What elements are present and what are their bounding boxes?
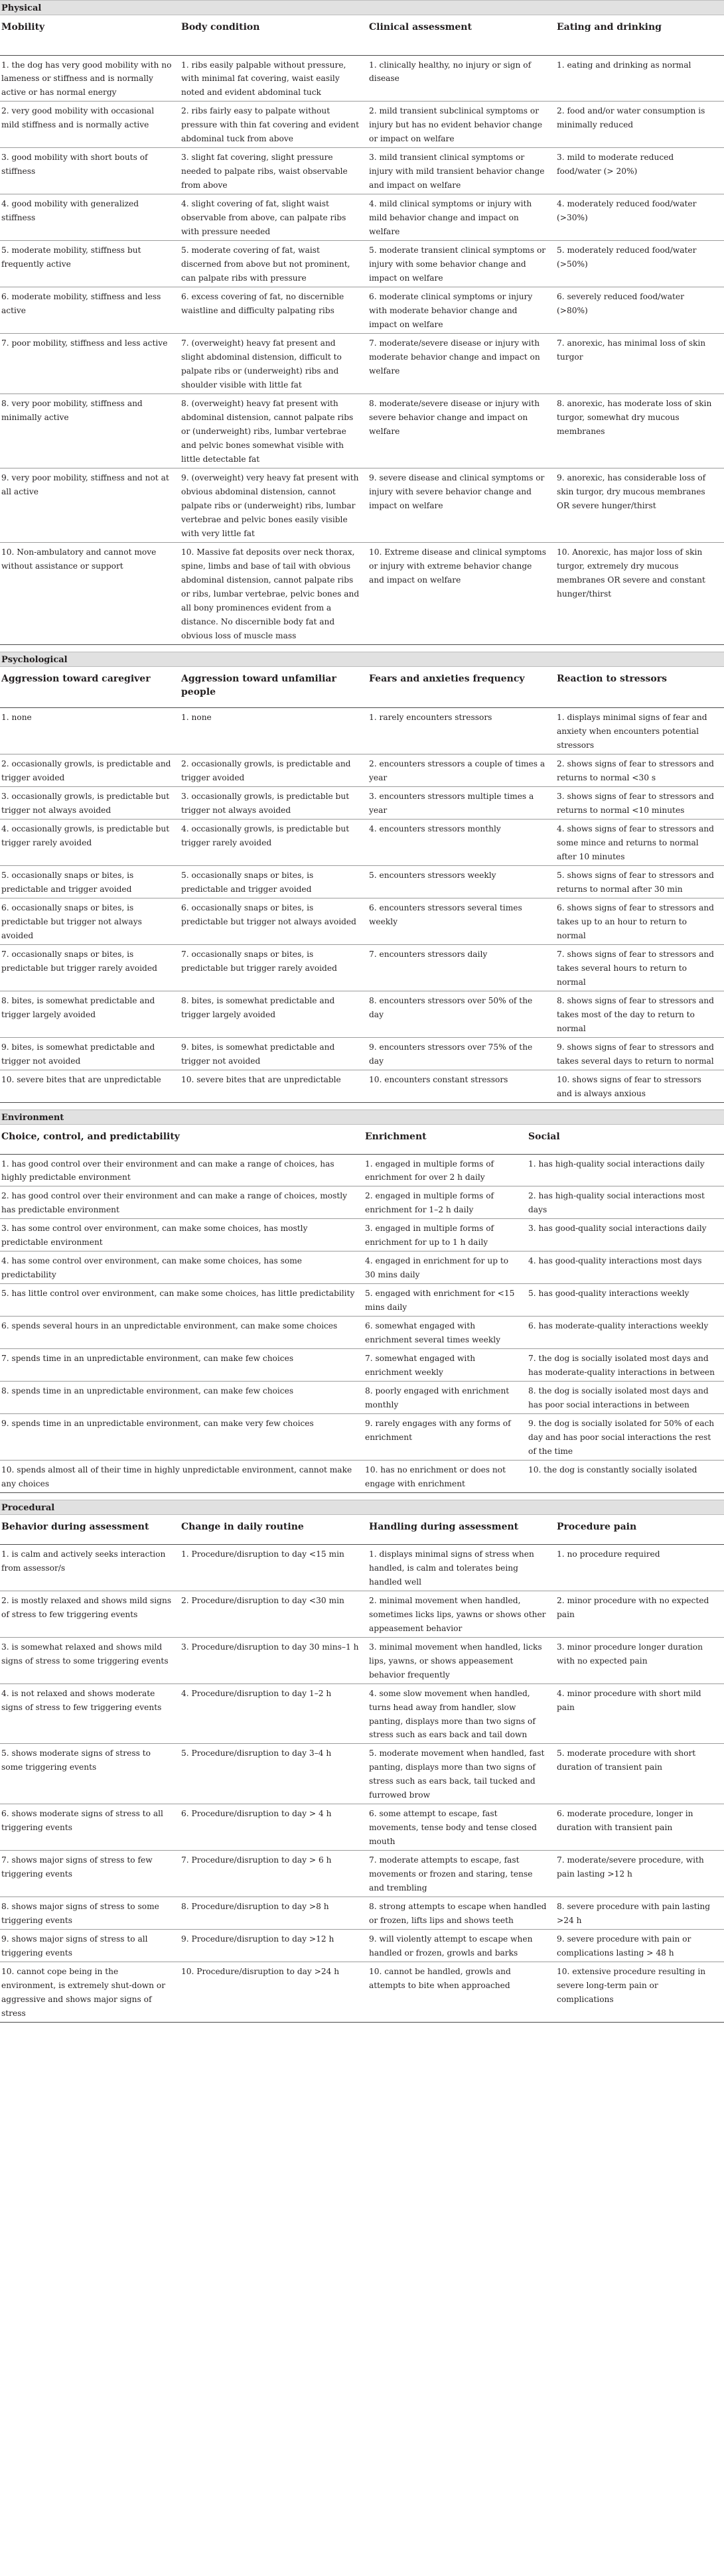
table-cell: 1. none bbox=[180, 708, 368, 754]
table-cell: 3. mild transient clinical symptoms or injury with mild transient behavior change and impact on welfare bbox=[368, 148, 555, 194]
table-cell: 3. has good-quality social interactions daily bbox=[527, 1219, 724, 1252]
table-cell: 3. minimal movement when handled, licks lips, yawns, or shows appeasement behavior frequently bbox=[368, 1637, 555, 1683]
table-cell: 2. minimal movement when handled, sometimes licks lips, yawns or shows other appeasement behavior bbox=[368, 1591, 555, 1637]
table-cell: 8. severe procedure with pain lasting >24 h bbox=[555, 1897, 724, 1930]
table-cell: 5. moderate transient clinical symptoms or injury with some behavior change and impact on welfare bbox=[368, 241, 555, 287]
section-table-physical bbox=[0, 15, 724, 645]
table-row bbox=[0, 1070, 724, 1103]
table-cell: 2. occasionally growls, is predictable and trigger avoided bbox=[180, 754, 368, 787]
table-cell: 4. occasionally growls, is predictable but trigger rarely avoided bbox=[180, 820, 368, 866]
table-cell: 6. severely reduced food/water (>80%) bbox=[555, 287, 724, 334]
table-row bbox=[0, 1544, 724, 1591]
table-cell: 10. Extreme disease and clinical symptoms or injury with extreme behavior change and impact on welfare bbox=[368, 543, 555, 645]
table-cell: 3. engaged in multiple forms of enrichment for up to 1 h daily bbox=[364, 1219, 527, 1252]
table-cell: 6. shows signs of fear to stressors and takes up to an hour to return to normal bbox=[555, 898, 724, 945]
table-cell: 4. slight covering of fat, slight waist observable from above, can palpate ribs with pressure needed bbox=[180, 194, 368, 241]
table-cell: 1. none bbox=[0, 708, 180, 754]
table-cell: 1. Procedure/disruption to day <15 min bbox=[180, 1544, 368, 1591]
table-row bbox=[0, 148, 724, 194]
table-cell: 8. bites, is somewhat predictable and trigger largely avoided bbox=[180, 991, 368, 1038]
table-cell: 8. the dog is socially isolated most days and has poor social interactions in between bbox=[527, 1382, 724, 1414]
table-cell: 3. minor procedure longer duration with no expected pain bbox=[555, 1637, 724, 1683]
table-cell: 8. poorly engaged with enrichment monthly bbox=[364, 1382, 527, 1414]
table-row bbox=[0, 287, 724, 334]
table-row bbox=[0, 1038, 724, 1070]
table-cell: 8. bites, is somewhat predictable and trigger largely avoided bbox=[0, 991, 180, 1038]
table-cell: 4. Procedure/disruption to day 1–2 h bbox=[180, 1683, 368, 1744]
table-cell: 5. engaged with enrichment for <15 mins daily bbox=[364, 1284, 527, 1317]
table-row bbox=[0, 1683, 724, 1744]
table-row bbox=[0, 787, 724, 820]
table-cell: 3. slight fat covering, slight pressure needed to palpate ribs, waist observable from above bbox=[180, 148, 368, 194]
table-cell: 5. moderate movement when handled, fast panting, displays more than two signs of stress such as ears back, tail tucked and furrowed brow bbox=[368, 1744, 555, 1804]
table-row bbox=[0, 394, 724, 468]
table-cell: 3. occasionally growls, is predictable but trigger not always avoided bbox=[0, 787, 180, 820]
table-cell: 4. has some control over environment, can make some choices, has some predictability bbox=[0, 1252, 364, 1284]
table-cell: 5. moderate covering of fat, waist discerned from above but not prominent, can palpate ribs with pressure bbox=[180, 241, 368, 287]
table-cell: 3. occasionally growls, is predictable but trigger not always avoided bbox=[180, 787, 368, 820]
table-cell: 8. (overweight) heavy fat present with abdominal distension, cannot palpate ribs or (underweight) ribs, lumbar vertebrae and pelvic bones somewhat visible with little detectable fat bbox=[180, 394, 368, 468]
table-row bbox=[0, 991, 724, 1038]
table-row bbox=[0, 194, 724, 241]
table-cell: 7. anorexic, has minimal loss of skin turgor bbox=[555, 334, 724, 394]
table-cell: 8. very poor mobility, stiffness and minimally active bbox=[0, 394, 180, 468]
column-header: Mobility bbox=[0, 15, 180, 55]
table-cell: 6. somewhat engaged with enrichment several times weekly bbox=[364, 1317, 527, 1349]
table-row bbox=[0, 1962, 724, 2023]
table-cell: 1. is calm and actively seeks interaction from assessor/s bbox=[0, 1544, 180, 1591]
table-cell: 6. excess covering of fat, no discernible waistline and difficulty palpating ribs bbox=[180, 287, 368, 334]
table-cell: 6. has moderate-quality interactions weekly bbox=[527, 1317, 724, 1349]
table-cell: 10. spends almost all of their time in highly unpredictable environment, cannot make any choices bbox=[0, 1461, 364, 1493]
table-row bbox=[0, 241, 724, 287]
table-cell: 10. severe bites that are unpredictable bbox=[180, 1070, 368, 1103]
table-cell: 8. Procedure/disruption to day >8 h bbox=[180, 1897, 368, 1930]
table-cell: 9. the dog is socially isolated for 50% of each day and has poor social interactions the rest of the time bbox=[527, 1414, 724, 1461]
table-row bbox=[0, 1591, 724, 1637]
table-cell: 10. Non-ambulatory and cannot move without assistance or support bbox=[0, 543, 180, 645]
table-row bbox=[0, 1851, 724, 1897]
table-cell: 10. has no enrichment or does not engage with enrichment bbox=[364, 1461, 527, 1493]
table-cell: 3. has some control over environment, can make some choices, has mostly predictable environment bbox=[0, 1219, 364, 1252]
table-cell: 8. encounters stressors over 50% of the day bbox=[368, 991, 555, 1038]
table-row bbox=[0, 1252, 724, 1284]
table-cell: 7. moderate attempts to escape, fast movements or frozen and staring, tense and trembling bbox=[368, 1851, 555, 1897]
table-cell: 2. minor procedure with no expected pain bbox=[555, 1591, 724, 1637]
table-cell: 9. rarely engages with any forms of enrichment bbox=[364, 1414, 527, 1461]
table-cell: 8. moderate/severe disease or injury with severe behavior change and impact on welfare bbox=[368, 394, 555, 468]
column-header: Procedure pain bbox=[555, 1515, 724, 1544]
table-cell: 6. encounters stressors several times weekly bbox=[368, 898, 555, 945]
table-cell: 1. displays minimal signs of fear and anxiety when encounters potential stressors bbox=[555, 708, 724, 754]
table-row bbox=[0, 1461, 724, 1493]
table-cell: 3. mild to moderate reduced food/water (> 20%) bbox=[555, 148, 724, 194]
table-cell: 5. occasionally snaps or bites, is predictable and trigger avoided bbox=[0, 866, 180, 898]
table-cell: 1. eating and drinking as normal bbox=[555, 55, 724, 102]
table-cell: 7. (overweight) heavy fat present and slight abdominal distension, difficult to palpate ribs or (underweight) ribs and shoulder visible with little fat bbox=[180, 334, 368, 394]
table-row bbox=[0, 754, 724, 787]
table-cell: 7. encounters stressors daily bbox=[368, 945, 555, 991]
table-cell: 4. encounters stressors monthly bbox=[368, 820, 555, 866]
table-cell: 4. has good-quality interactions most days bbox=[527, 1252, 724, 1284]
table-cell: 5. moderate mobility, stiffness but frequently active bbox=[0, 241, 180, 287]
table-cell: 2. mild transient subclinical symptoms or injury but has no evident behavior change or impact on welfare bbox=[368, 102, 555, 148]
table-cell: 6. occasionally snaps or bites, is predictable but trigger not always avoided bbox=[0, 898, 180, 945]
table-cell: 1. the dog has very good mobility with no lameness or stiffness and is normally active or has normal energy bbox=[0, 55, 180, 102]
table-cell: 10. Procedure/disruption to day >24 h bbox=[180, 1962, 368, 2023]
table-cell: 2. ribs fairly easy to palpate without pressure with thin fat covering and evident abdominal tuck from above bbox=[180, 102, 368, 148]
column-header: Choice, control, and predictability bbox=[0, 1125, 364, 1154]
table-cell: 7. spends time in an unpredictable environment, can make few choices bbox=[0, 1349, 364, 1382]
table-cell: 8. strong attempts to escape when handled or frozen, lifts lips and shows teeth bbox=[368, 1897, 555, 1930]
table-cell: 1. engaged in multiple forms of enrichment for over 2 h daily bbox=[364, 1154, 527, 1186]
table-row bbox=[0, 1804, 724, 1851]
table-cell: 8. spends time in an unpredictable environment, can make few choices bbox=[0, 1382, 364, 1414]
section-title-psychological: Psychological bbox=[0, 652, 724, 667]
table-row bbox=[0, 1219, 724, 1252]
table-row bbox=[0, 1186, 724, 1219]
table-cell: 5. Procedure/disruption to day 3–4 h bbox=[180, 1744, 368, 1804]
table-cell: 9. severe procedure with pain or complications lasting > 48 h bbox=[555, 1930, 724, 1962]
table-row bbox=[0, 1317, 724, 1349]
table-cell: 1. displays minimal signs of stress when handled, is calm and tolerates being handled well bbox=[368, 1544, 555, 1591]
table-cell: 8. anorexic, has moderate loss of skin turgor, somewhat dry mucous membranes bbox=[555, 394, 724, 468]
table-cell: 4. mild clinical symptoms or injury with mild behavior change and impact on welfare bbox=[368, 194, 555, 241]
table-cell: 9. encounters stressors over 75% of the day bbox=[368, 1038, 555, 1070]
table-row bbox=[0, 1382, 724, 1414]
table-row bbox=[0, 1284, 724, 1317]
table-row bbox=[0, 820, 724, 866]
table-cell: 2. shows signs of fear to stressors and returns to normal <30 s bbox=[555, 754, 724, 787]
table-cell: 5. encounters stressors weekly bbox=[368, 866, 555, 898]
table-cell: 2. encounters stressors a couple of times a year bbox=[368, 754, 555, 787]
table-cell: 2. very good mobility with occasional mild stiffness and is normally active bbox=[0, 102, 180, 148]
table-cell: 2. occasionally growls, is predictable and trigger avoided bbox=[0, 754, 180, 787]
table-cell: 4. is not relaxed and shows moderate signs of stress to few triggering events bbox=[0, 1683, 180, 1744]
table-cell: 9. very poor mobility, stiffness and not at all active bbox=[0, 468, 180, 543]
table-cell: 7. shows major signs of stress to few triggering events bbox=[0, 1851, 180, 1897]
table-cell: 8. shows major signs of stress to some triggering events bbox=[0, 1897, 180, 1930]
column-header: Aggression toward caregiver bbox=[0, 667, 180, 708]
table-row bbox=[0, 1349, 724, 1382]
section-title-physical: Physical bbox=[0, 0, 724, 15]
table-cell: 3. is somewhat relaxed and shows mild signs of stress to some triggering events bbox=[0, 1637, 180, 1683]
table-cell: 9. (overweight) very heavy fat present with obvious abdominal distension, cannot palpate ribs or (underweight) ribs, lumbar vertebrae and pelvic bones easily visible with very little fat bbox=[180, 468, 368, 543]
table-cell: 1. has high-quality social interactions daily bbox=[527, 1154, 724, 1186]
table-cell: 4. engaged in enrichment for up to 30 mins daily bbox=[364, 1252, 527, 1284]
table-cell: 5. moderate procedure with short duration of transient pain bbox=[555, 1744, 724, 1804]
table-cell: 5. moderately reduced food/water (>50%) bbox=[555, 241, 724, 287]
column-header: Aggression toward unfamiliar people bbox=[180, 667, 368, 708]
table-cell: 9. bites, is somewhat predictable and trigger not avoided bbox=[0, 1038, 180, 1070]
table-cell: 10. extensive procedure resulting in severe long-term pain or complications bbox=[555, 1962, 724, 2023]
table-cell: 6. moderate procedure, longer in duration with transient pain bbox=[555, 1804, 724, 1851]
table-cell: 9. Procedure/disruption to day >12 h bbox=[180, 1930, 368, 1962]
table-cell: 10. Anorexic, has major loss of skin turgor, extremely dry mucous membranes OR severe and constant hunger/thirst bbox=[555, 543, 724, 645]
table-cell: 9. severe disease and clinical symptoms or injury with severe behavior change and impact on welfare bbox=[368, 468, 555, 543]
table-cell: 5. shows signs of fear to stressors and returns to normal after 30 min bbox=[555, 866, 724, 898]
section-title-environment: Environment bbox=[0, 1109, 724, 1125]
table-cell: 7. poor mobility, stiffness and less active bbox=[0, 334, 180, 394]
table-cell: 2. food and/or water consumption is minimally reduced bbox=[555, 102, 724, 148]
table-cell: 10. severe bites that are unpredictable bbox=[0, 1070, 180, 1103]
table-row bbox=[0, 334, 724, 394]
column-header: Body condition bbox=[180, 15, 368, 55]
column-header: Eating and drinking bbox=[555, 15, 724, 55]
table-cell: 8. shows signs of fear to stressors and takes most of the day to return to normal bbox=[555, 991, 724, 1038]
table-cell: 7. the dog is socially isolated most days and has moderate-quality interactions in between bbox=[527, 1349, 724, 1382]
table-cell: 3. encounters stressors multiple times a year bbox=[368, 787, 555, 820]
table-cell: 6. occasionally snaps or bites, is predictable but trigger not always avoided bbox=[180, 898, 368, 945]
table-cell: 9. anorexic, has considerable loss of skin turgor, dry mucous membranes OR severe hunger/thirst bbox=[555, 468, 724, 543]
table-cell: 4. minor procedure with short mild pain bbox=[555, 1683, 724, 1744]
table-cell: 6. spends several hours in an unpredictable environment, can make some choices bbox=[0, 1317, 364, 1349]
table-cell: 10. encounters constant stressors bbox=[368, 1070, 555, 1103]
column-header: Reaction to stressors bbox=[555, 667, 724, 708]
table-row bbox=[0, 1930, 724, 1962]
table-cell: 7. occasionally snaps or bites, is predictable but trigger rarely avoided bbox=[0, 945, 180, 991]
table-cell: 10. shows signs of fear to stressors and is always anxious bbox=[555, 1070, 724, 1103]
table-row bbox=[0, 1897, 724, 1930]
table-row bbox=[0, 866, 724, 898]
column-header: Social bbox=[527, 1125, 724, 1154]
table-row bbox=[0, 945, 724, 991]
table-cell: 1. clinically healthy, no injury or sign of disease bbox=[368, 55, 555, 102]
table-cell: 6. Procedure/disruption to day > 4 h bbox=[180, 1804, 368, 1851]
table-cell: 7. Procedure/disruption to day > 6 h bbox=[180, 1851, 368, 1897]
column-header: Change in daily routine bbox=[180, 1515, 368, 1544]
table-row bbox=[0, 1637, 724, 1683]
table-cell: 9. bites, is somewhat predictable and trigger not avoided bbox=[180, 1038, 368, 1070]
table-cell: 9. will violently attempt to escape when handled or frozen, growls and barks bbox=[368, 1930, 555, 1962]
table-cell: 6. shows moderate signs of stress to all triggering events bbox=[0, 1804, 180, 1851]
table-row bbox=[0, 708, 724, 754]
table-cell: 4. moderately reduced food/water (>30%) bbox=[555, 194, 724, 241]
table-cell: 1. has good control over their environment and can make a range of choices, has highly predictable environment bbox=[0, 1154, 364, 1186]
table-row bbox=[0, 543, 724, 645]
section-table-environment bbox=[0, 1125, 724, 1493]
column-header: Handling during assessment bbox=[368, 1515, 555, 1544]
table-cell: 10. cannot be handled, growls and attempts to bite when approached bbox=[368, 1962, 555, 2023]
table-cell: 2. has high-quality social interactions most days bbox=[527, 1186, 724, 1219]
table-cell: 3. shows signs of fear to stressors and returns to normal <10 minutes bbox=[555, 787, 724, 820]
table-cell: 4. shows signs of fear to stressors and some mince and returns to normal after 10 minutes bbox=[555, 820, 724, 866]
table-cell: 3. good mobility with short bouts of stiffness bbox=[0, 148, 180, 194]
table-row bbox=[0, 898, 724, 945]
column-header: Fears and anxieties frequency bbox=[368, 667, 555, 708]
table-cell: 10. the dog is constantly socially isolated bbox=[527, 1461, 724, 1493]
table-cell: 1. rarely encounters stressors bbox=[368, 708, 555, 754]
table-cell: 9. shows signs of fear to stressors and takes several days to return to normal bbox=[555, 1038, 724, 1070]
table-cell: 5. shows moderate signs of stress to some triggering events bbox=[0, 1744, 180, 1804]
table-cell: 7. shows signs of fear to stressors and takes several hours to return to normal bbox=[555, 945, 724, 991]
table-cell: 6. moderate mobility, stiffness and less active bbox=[0, 287, 180, 334]
table-cell: 2. is mostly relaxed and shows mild signs of stress to few triggering events bbox=[0, 1591, 180, 1637]
table-cell: 5. has good-quality interactions weekly bbox=[527, 1284, 724, 1317]
table-cell: 2. engaged in multiple forms of enrichment for 1–2 h daily bbox=[364, 1186, 527, 1219]
table-cell: 6. moderate clinical symptoms or injury with moderate behavior change and impact on welfare bbox=[368, 287, 555, 334]
table-cell: 7. moderate/severe procedure, with pain lasting >12 h bbox=[555, 1851, 724, 1897]
table-cell: 6. some attempt to escape, fast movements, tense body and tense closed mouth bbox=[368, 1804, 555, 1851]
table-cell: 4. some slow movement when handled, turns head away from handler, slow panting, displays more than two signs of stress such as ears back and tail down bbox=[368, 1683, 555, 1744]
table-row bbox=[0, 1744, 724, 1804]
table-cell: 3. Procedure/disruption to day 30 mins–1 h bbox=[180, 1637, 368, 1683]
table-cell: 1. no procedure required bbox=[555, 1544, 724, 1591]
column-header: Clinical assessment bbox=[368, 15, 555, 55]
column-header: Enrichment bbox=[364, 1125, 527, 1154]
table-cell: 7. somewhat engaged with enrichment weekly bbox=[364, 1349, 527, 1382]
section-table-psychological bbox=[0, 667, 724, 1103]
table-cell: 4. occasionally growls, is predictable but trigger rarely avoided bbox=[0, 820, 180, 866]
table-row bbox=[0, 1154, 724, 1186]
table-row bbox=[0, 1414, 724, 1461]
table-cell: 10. Massive fat deposits over neck thorax, spine, limbs and base of tail with obvious abdominal distension, cannot palpate ribs or ribs, lumbar vertebrae, pelvic bones and all bony prominences evident from a distance. No discernible body fat and obvious loss of muscle mass bbox=[180, 543, 368, 645]
table-row bbox=[0, 55, 724, 102]
table-cell: 9. spends time in an unpredictable environment, can make very few choices bbox=[0, 1414, 364, 1461]
table-cell: 5. has little control over environment, can make some choices, has little predictability bbox=[0, 1284, 364, 1317]
table-cell: 5. occasionally snaps or bites, is predictable and trigger avoided bbox=[180, 866, 368, 898]
table-row bbox=[0, 468, 724, 543]
table-cell: 10. cannot cope being in the environment, is extremely shut-down or aggressive and shows major signs of stress bbox=[0, 1962, 180, 2023]
table-cell: 7. moderate/severe disease or injury with moderate behavior change and impact on welfare bbox=[368, 334, 555, 394]
section-title-procedural: Procedural bbox=[0, 1500, 724, 1515]
table-row bbox=[0, 102, 724, 148]
table-cell: 9. shows major signs of stress to all triggering events bbox=[0, 1930, 180, 1962]
section-table-procedural bbox=[0, 1515, 724, 2023]
column-header: Behavior during assessment bbox=[0, 1515, 180, 1544]
table-cell: 2. Procedure/disruption to day <30 min bbox=[180, 1591, 368, 1637]
table-cell: 2. has good control over their environment and can make a range of choices, mostly has predictable environment bbox=[0, 1186, 364, 1219]
table-cell: 4. good mobility with generalized stiffness bbox=[0, 194, 180, 241]
table-cell: 7. occasionally snaps or bites, is predictable but trigger rarely avoided bbox=[180, 945, 368, 991]
table-cell: 1. ribs easily palpable without pressure, with minimal fat covering, waist easily noted and evident abdominal tuck bbox=[180, 55, 368, 102]
